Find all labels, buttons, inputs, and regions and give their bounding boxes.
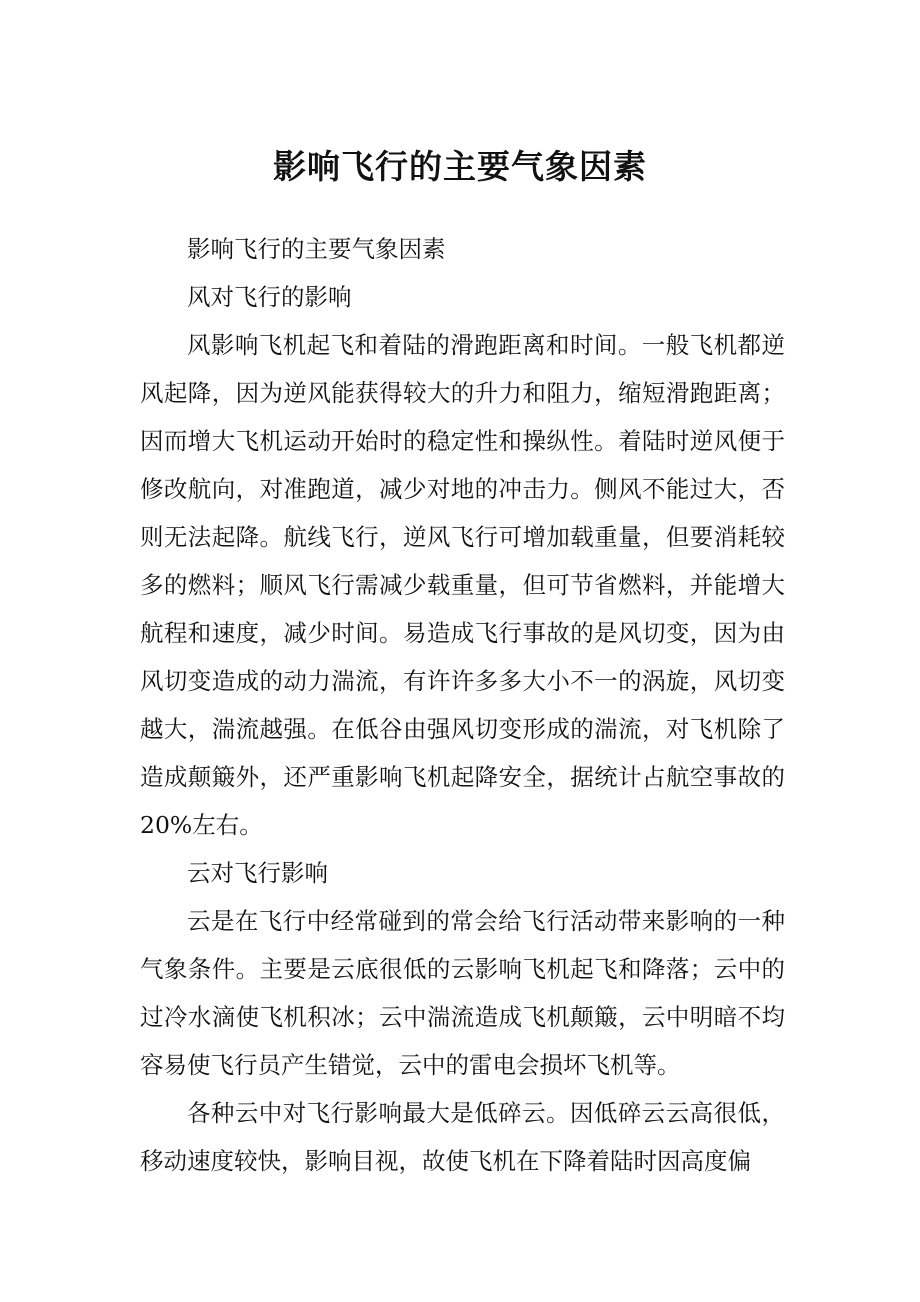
paragraph-low-cloud: 各种云中对飞行影响最大是低碎云。因低碎云云高很低，移动速度较快，影响目视，故使飞机在下降着陆时因高度偏 — [140, 1099, 785, 1175]
section-heading-cloud: 云对飞行影响 — [187, 859, 328, 887]
page-title: 影响飞行的主要气象因素 — [273, 147, 647, 186]
document-body — [140, 225, 785, 1185]
paragraph-cloud-effects: 云是在飞行中经常碰到的常会给飞行活动带来影响的一种气象条件。主要是云底很低的云影响飞机起飞和降落；云中的过冷水滴使飞机积冰；云中湍流造成飞机颠簸，云中明暗不均容易使飞行员产生错觉，云中的雷电会损坏飞机等。 — [140, 907, 785, 1079]
subtitle-paragraph: 影响飞行的主要气象因素 — [187, 235, 446, 263]
section-heading-wind: 风对飞行的影响 — [187, 283, 352, 311]
paragraph-wind-effects: 风影响飞机起飞和着陆的滑跑距离和时间。一般飞机都逆风起降，因为逆风能获得较大的升力和阻力，缩短滑跑距离；因而增大飞机运动开始时的稳定性和操纵性。着陆时逆风便于修改航向，对准跑道，减少对地的冲击力。侧风不能过大，否则无法起降。航线飞行，逆风飞行可增加载重量，但要消耗较多的燃料；顺风飞行需减少载重量，但可节省燃料，并能增大航程和速度，减少时间。易造成飞行事故的是风切变，因为由风切变造成的动力湍流，有许许多多大小不一的涡旋，风切变越大，湍流越强。在低谷由强风切变形成的湍流，对飞机除了造成颠簸外，还严重影响飞机起降安全，据统计占航空事故的20%左右。 — [140, 331, 785, 839]
